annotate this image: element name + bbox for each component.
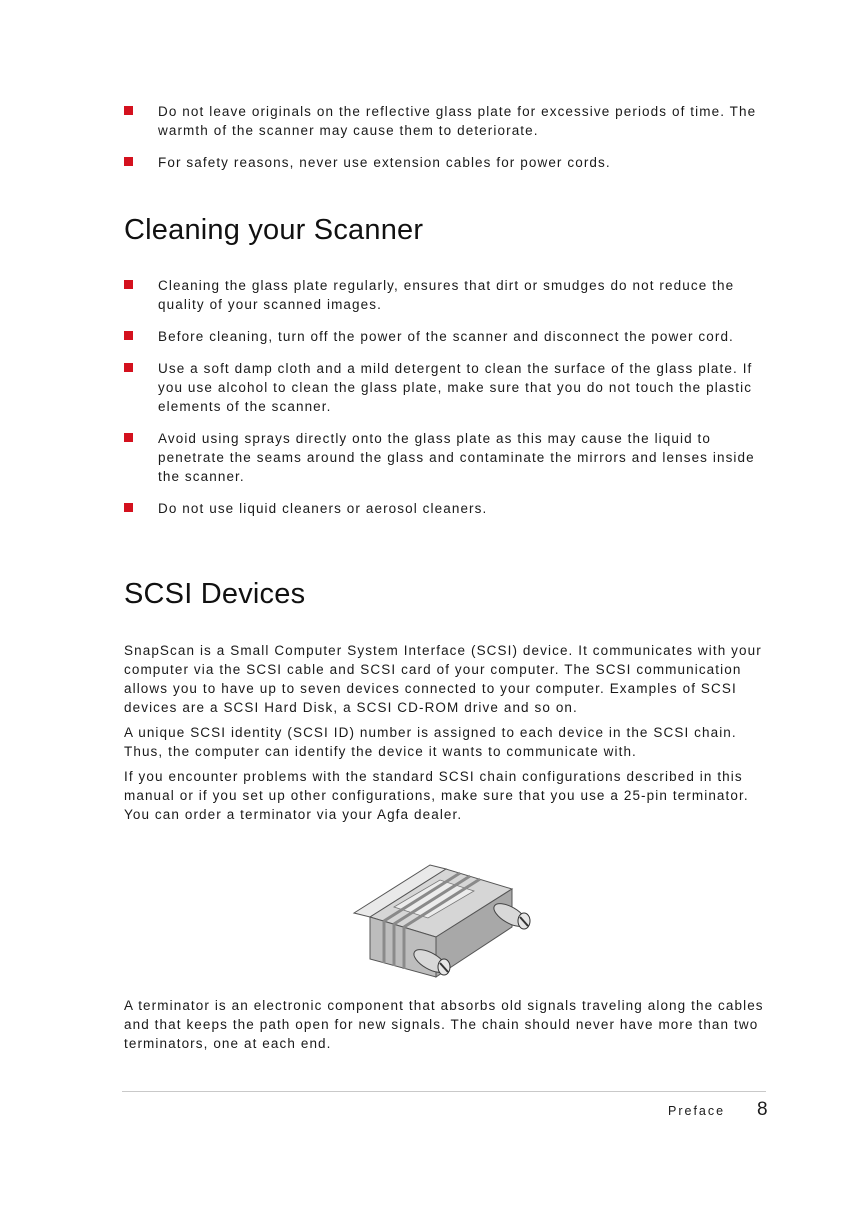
square-bullet-icon xyxy=(124,363,133,372)
terminator-description xyxy=(124,996,769,1059)
scsi-paragraph: If you encounter problems with the standard SCSI chain configurations described in this manual or if you set up other configurations, make sure that you use a 25-pin terminator. You can order a terminator via your Agfa dealer. xyxy=(124,769,749,822)
list-item xyxy=(124,327,769,346)
footer-section-label: Preface xyxy=(668,1104,726,1118)
scsi-paragraph: A unique SCSI identity (SCSI ID) number is assigned to each device in the SCSI chain. Thus, the computer can identify the device it wants to communicate with. xyxy=(124,725,737,759)
list-item xyxy=(124,359,769,416)
bullet-text: Do not use liquid cleaners or aerosol cleaners. xyxy=(158,501,488,516)
list-item xyxy=(124,102,769,140)
list-item xyxy=(124,499,769,518)
scsi-body xyxy=(124,641,769,830)
square-bullet-icon xyxy=(124,106,133,115)
footer-divider xyxy=(122,1091,766,1092)
scsi-heading: SCSI Devices xyxy=(124,578,306,610)
cleaning-bullet-list xyxy=(124,276,769,518)
bullet-text: Before cleaning, turn off the power of the scanner and disconnect the power cord. xyxy=(158,329,734,344)
scsi-terminator-illustration xyxy=(348,855,538,985)
square-bullet-icon xyxy=(124,280,133,289)
scsi-paragraph: SnapScan is a Small Computer System Interface (SCSI) device. It communicates with your computer via the SCSI cable and SCSI card of your computer. The SCSI communication allows you to have up to seven devices connected to your computer. Examples of SCSI devices are a SCSI Hard Disk, a SCSI CD-ROM drive and so on. xyxy=(124,643,762,715)
cleaning-heading: Cleaning your Scanner xyxy=(124,214,424,246)
intro-bullet-block xyxy=(124,102,769,185)
square-bullet-icon xyxy=(124,433,133,442)
cleaning-bullet-block xyxy=(124,276,769,531)
terminator-paragraph: A terminator is an electronic component that absorbs old signals traveling along the cables and that keeps the path open for new signals. The chain should never have more than two terminators, one at each end. xyxy=(124,998,764,1051)
square-bullet-icon xyxy=(124,331,133,340)
intro-bullet-list xyxy=(124,102,769,172)
terminator-icon xyxy=(348,855,538,985)
list-item xyxy=(124,153,769,172)
bullet-text: For safety reasons, never use extension cables for power cords. xyxy=(158,155,611,170)
square-bullet-icon xyxy=(124,157,133,166)
bullet-text: Cleaning the glass plate regularly, ensures that dirt or smudges do not reduce the quality of your scanned images. xyxy=(158,278,735,312)
bullet-text: Do not leave originals on the reflective glass plate for excessive periods of time. The warmth of the scanner may cause them to deteriorate. xyxy=(158,104,757,138)
bullet-text: Avoid using sprays directly onto the glass plate as this may cause the liquid to penetrate the seams around the glass and contaminate the mirrors and lenses inside the scanner. xyxy=(158,431,755,484)
list-item xyxy=(124,429,769,486)
list-item xyxy=(124,276,769,314)
bullet-text: Use a soft damp cloth and a mild detergent to clean the surface of the glass plate. If you use alcohol to clean the glass plate, make sure that you do not touch the plastic elements of the scanner. xyxy=(158,361,753,414)
page-number: 8 xyxy=(757,1099,768,1120)
square-bullet-icon xyxy=(124,503,133,512)
